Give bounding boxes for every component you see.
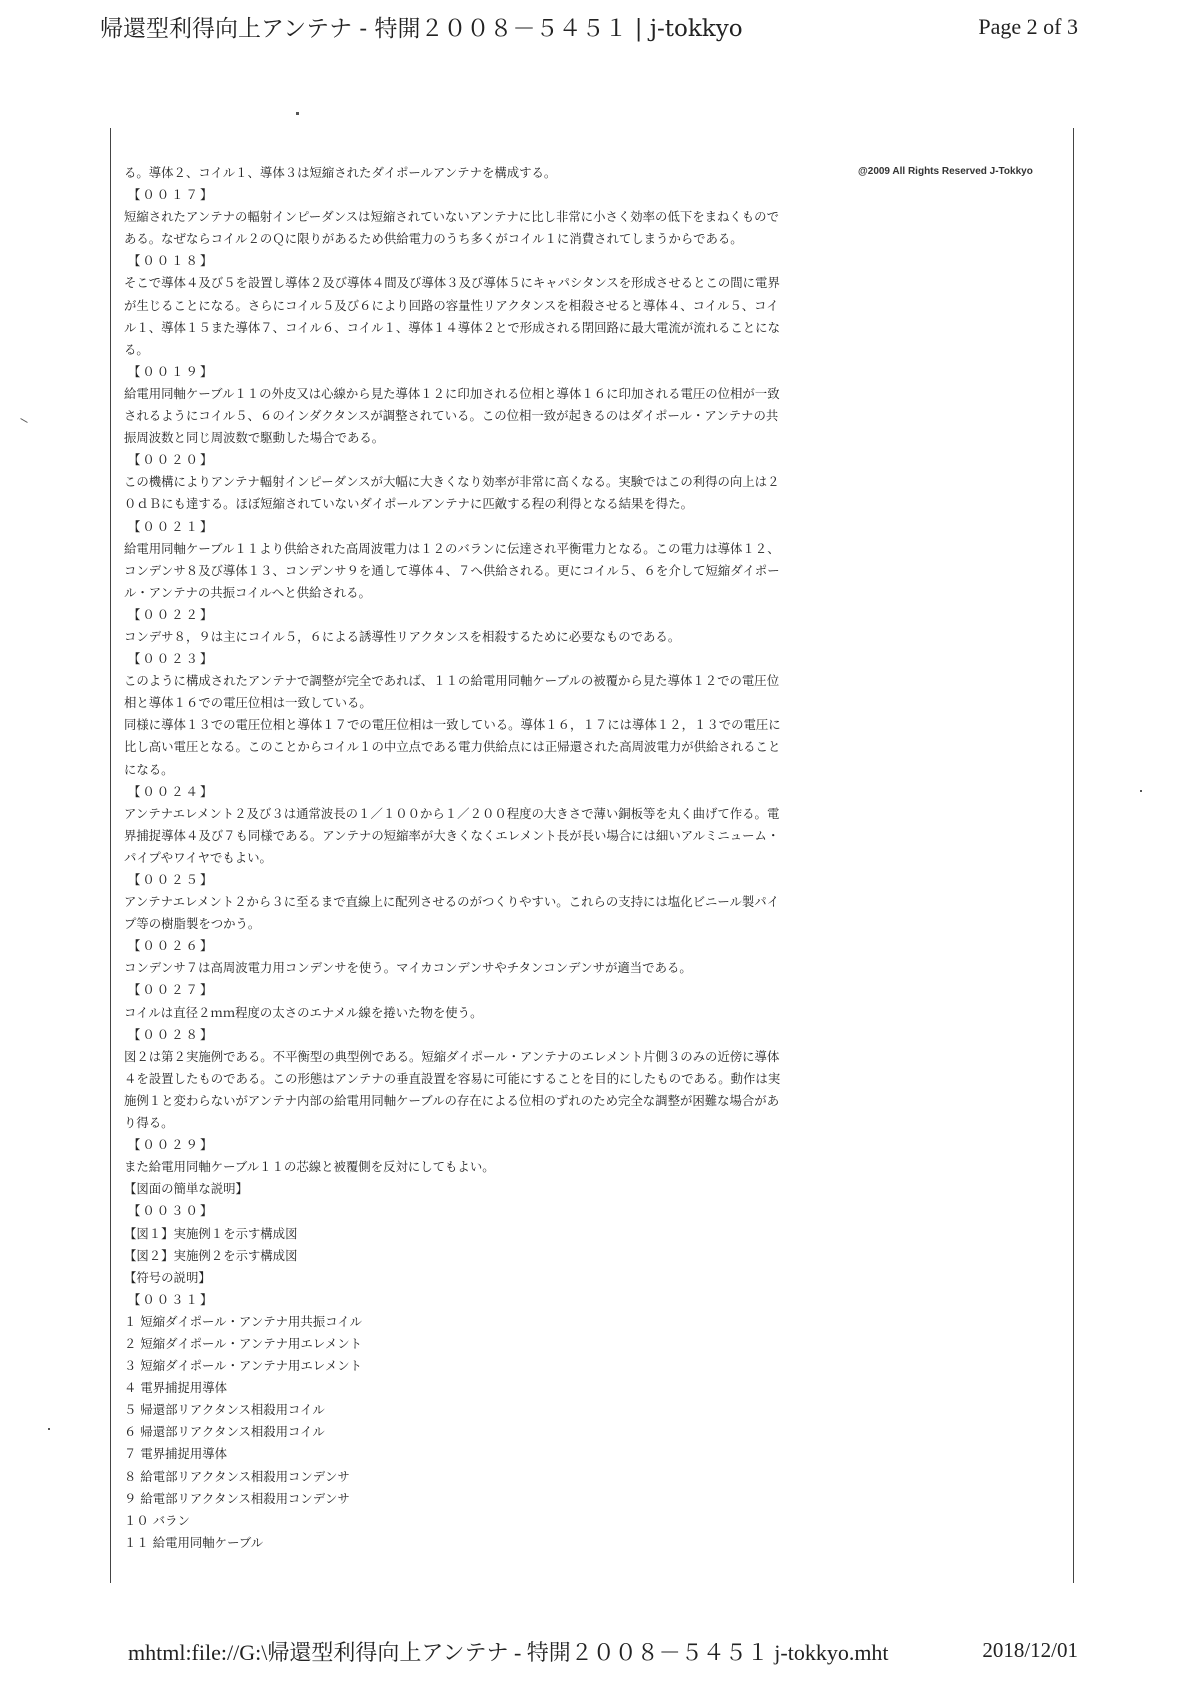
text-line: 同様に導体１３での電圧位相と導体１７での電圧位相は一致している。導体１６，１７には導体１２，１３での電圧に [124, 717, 781, 733]
text-line: ３ 短縮ダイポール・アンテナ用エレメント [124, 1358, 362, 1374]
text-line: コンデンサ８及び導体１３、コンデンサ９を通して導体４、７へ供給される。更にコイル５、６を介して短縮ダイポー [124, 562, 780, 578]
text-line: ル１、導体１５また導体７、コイル６、コイル１、導体１４導体２とで形成される閉回路に最大電流が流れることにな [124, 319, 780, 335]
text-line: 給電用同軸ケーブル１１より供給された高周波電力は１２のバランに伝達され平衡電力となる。この電力は導体１２、 [124, 540, 780, 556]
paragraph-number: 【００２５】 [128, 872, 215, 887]
text-line: 給電用同軸ケーブル１１の外皮又は心線から見た導体１２に印加される位相と導体１６に印加される電圧の位相が一致 [124, 385, 780, 401]
text-line: ５ 帰還部リアクタンス相殺用コイル [124, 1402, 325, 1418]
text-line: 【符号の説明】 [124, 1269, 211, 1285]
page-number: Page 2 of 3 [978, 14, 1078, 39]
text-line: 短縮されたアンテナの輻射インピーダンスは短縮されていないアンテナに比し非常に小さく効率の低下をまねくもので [124, 209, 779, 225]
text-line: また給電用同軸ケーブル１１の芯線と被覆側を反対にしてもよい。 [124, 1159, 495, 1175]
paragraph-number: 【００２１】 [128, 518, 215, 534]
paragraph-number: 【００１８】 [128, 253, 215, 269]
text-line: 界捕捉導体４及び７も同様である。アンテナの短縮率が大きくなくエレメント長が長い場合には細いアルミニューム・ [124, 827, 780, 843]
paragraph-number: 【００２０】 [128, 452, 215, 468]
text-line: 【図面の簡単な説明】 [124, 1181, 248, 1197]
text-line: アンテナエレメント２及び３は通常波長の１／１００から１／２００程度の大きさで薄い銅板等を丸く曲げて作る。電 [124, 805, 780, 821]
paragraph-number: 【００２９】 [128, 1137, 215, 1153]
paragraph-number: 【００２３】 [128, 651, 215, 667]
text-line: プ等の樹脂製をつかう。 [124, 916, 261, 932]
scan-speck [296, 112, 299, 115]
scan-speck [20, 418, 27, 423]
paragraph-number: 【００２６】 [128, 938, 215, 954]
paragraph-number: 【００３１】 [128, 1291, 215, 1307]
text-line: ８ 給電部リアクタンス相殺用コンデンサ [124, 1468, 350, 1484]
footer-file-path: mhtml:file://G:\帰還型利得向上アンテナ - 特開２００８－５４５１ j-tokkyo.mht [128, 1640, 889, 1665]
text-line: １ 短縮ダイポール・アンテナ用共振コイル [124, 1313, 362, 1329]
text-line: コンデンサ７は高周波電力用コンデンサを使う。マイカコンデンサやチタンコンデンサが適当である。 [124, 960, 692, 976]
text-line: １０ バラン [124, 1512, 190, 1528]
paragraph-number: 【００２２】 [128, 606, 215, 622]
scan-speck [48, 1428, 50, 1430]
paragraph-number: 【００１７】 [128, 187, 215, 203]
paragraph-number: 【００２４】 [128, 783, 215, 799]
text-line: １１ 給電用同軸ケーブル [124, 1534, 264, 1550]
text-line: ２ 短縮ダイポール・アンテナ用エレメント [124, 1335, 362, 1351]
text-line: 比し高い電圧となる。このことからコイル１の中立点である電力供給点には正帰還された高周波電力が供給されること [124, 739, 781, 755]
frame-right-border [1073, 128, 1074, 1583]
text-line: そこで導体４及び５を設置し導体２及び導体４間及び導体３及び導体５にキャパシタンスを形成させるとこの間に電界 [124, 275, 780, 291]
text-line: 施例１と変わらないがアンテナ内部の給電用同軸ケーブルの存在による位相のずれのため完全な調整が困難な場合があ [124, 1092, 780, 1108]
text-line: 図２は第２実施例である。不平衡型の典型例である。短縮ダイポール・アンテナのエレメント片側３のみの近傍に導体 [124, 1048, 780, 1064]
text-line: この機構によりアンテナ輻射インピーダンスが大幅に大きくなり効率が非常に高くなる。実験ではこの利得の向上は２ [124, 474, 780, 490]
scan-speck [1140, 790, 1142, 792]
text-line: ９ 給電部リアクタンス相殺用コンデンサ [124, 1490, 350, 1506]
text-line: になる。 [124, 761, 174, 777]
paragraph-number: 【００１９】 [128, 363, 215, 379]
page-header-title: 帰還型利得向上アンテナ - 特開２００８－５４５１ | j-tokkyo [100, 16, 743, 42]
paragraph-number: 【００２８】 [128, 1026, 215, 1042]
text-line: ０ｄＢにも達する。ほぼ短縮されていないダイポールアンテナに匹敵する程の利得となる結果を得た。 [124, 496, 693, 512]
text-line: ６ 帰還部リアクタンス相殺用コイル [124, 1424, 325, 1440]
copyright-notice: @2009 All Rights Reserved J-Tokkyo [858, 166, 1033, 177]
text-line: パイプやワイヤでもよい。 [124, 849, 272, 865]
text-line: ある。なぜならコイル２のＱに限りがあるため供給電力のうち多くがコイル１に消費されてしまうからである。 [124, 231, 743, 247]
text-line: が生じることになる。さらにコイル５及び６により回路の容量性リアクタンスを相殺させると導体４、コイル５、コイ [124, 297, 779, 313]
text-line: 【図２】実施例２を示す構成図 [124, 1247, 298, 1263]
text-line: 相と導体１６での電圧位相は一致している。 [124, 695, 372, 711]
frame-left-border [110, 128, 111, 1583]
text-line: アンテナエレメント２から３に至るまで直線上に配列させるのがつくりやすい。これらの支持には塩化ビニール製パイ [124, 894, 780, 910]
paragraph-number: 【００２７】 [128, 982, 215, 998]
text-line: 振周波数と同じ周波数で駆動した場合である。 [124, 430, 385, 446]
paragraph-number: 【００３０】 [128, 1203, 215, 1219]
text-line: り得る。 [124, 1115, 174, 1131]
text-line: ４ 電界捕捉用導体 [124, 1380, 228, 1396]
text-line: されるようにコイル５、６のインダクタンスが調整されている。この位相一致が起きるのはダイポール・アンテナの共 [124, 408, 779, 424]
footer-date: 2018/12/01 [982, 1638, 1078, 1662]
text-line: 【図１】実施例１を示す構成図 [124, 1225, 298, 1241]
text-line: ４を設置したものである。この形態はアンテナの垂直設置を容易に可能にすることを目的にしたものである。動作は実 [124, 1070, 781, 1086]
text-line: ル・アンテナの共振コイルへと供給される。 [124, 584, 371, 600]
text-line: る。導体２、コイル１、導体３は短縮されたダイポールアンテナを構成する。 [124, 165, 557, 180]
document-body [124, 162, 829, 1554]
text-line: このように構成されたアンテナで調整が完全であれば、１１の給電用同軸ケーブルの被覆から見た導体１２での電圧位 [124, 673, 780, 689]
text-line: ７ 電界捕捉用導体 [124, 1446, 228, 1462]
text-line: コンデサ８，９は主にコイル５，６による誘導性リアクタンスを相殺するために必要なものである。 [124, 628, 681, 644]
text-line: る。 [124, 341, 149, 357]
text-line: コイルは直径２ｍｍ程度の太さのエナメル線を捲いた物を使う。 [124, 1004, 483, 1020]
